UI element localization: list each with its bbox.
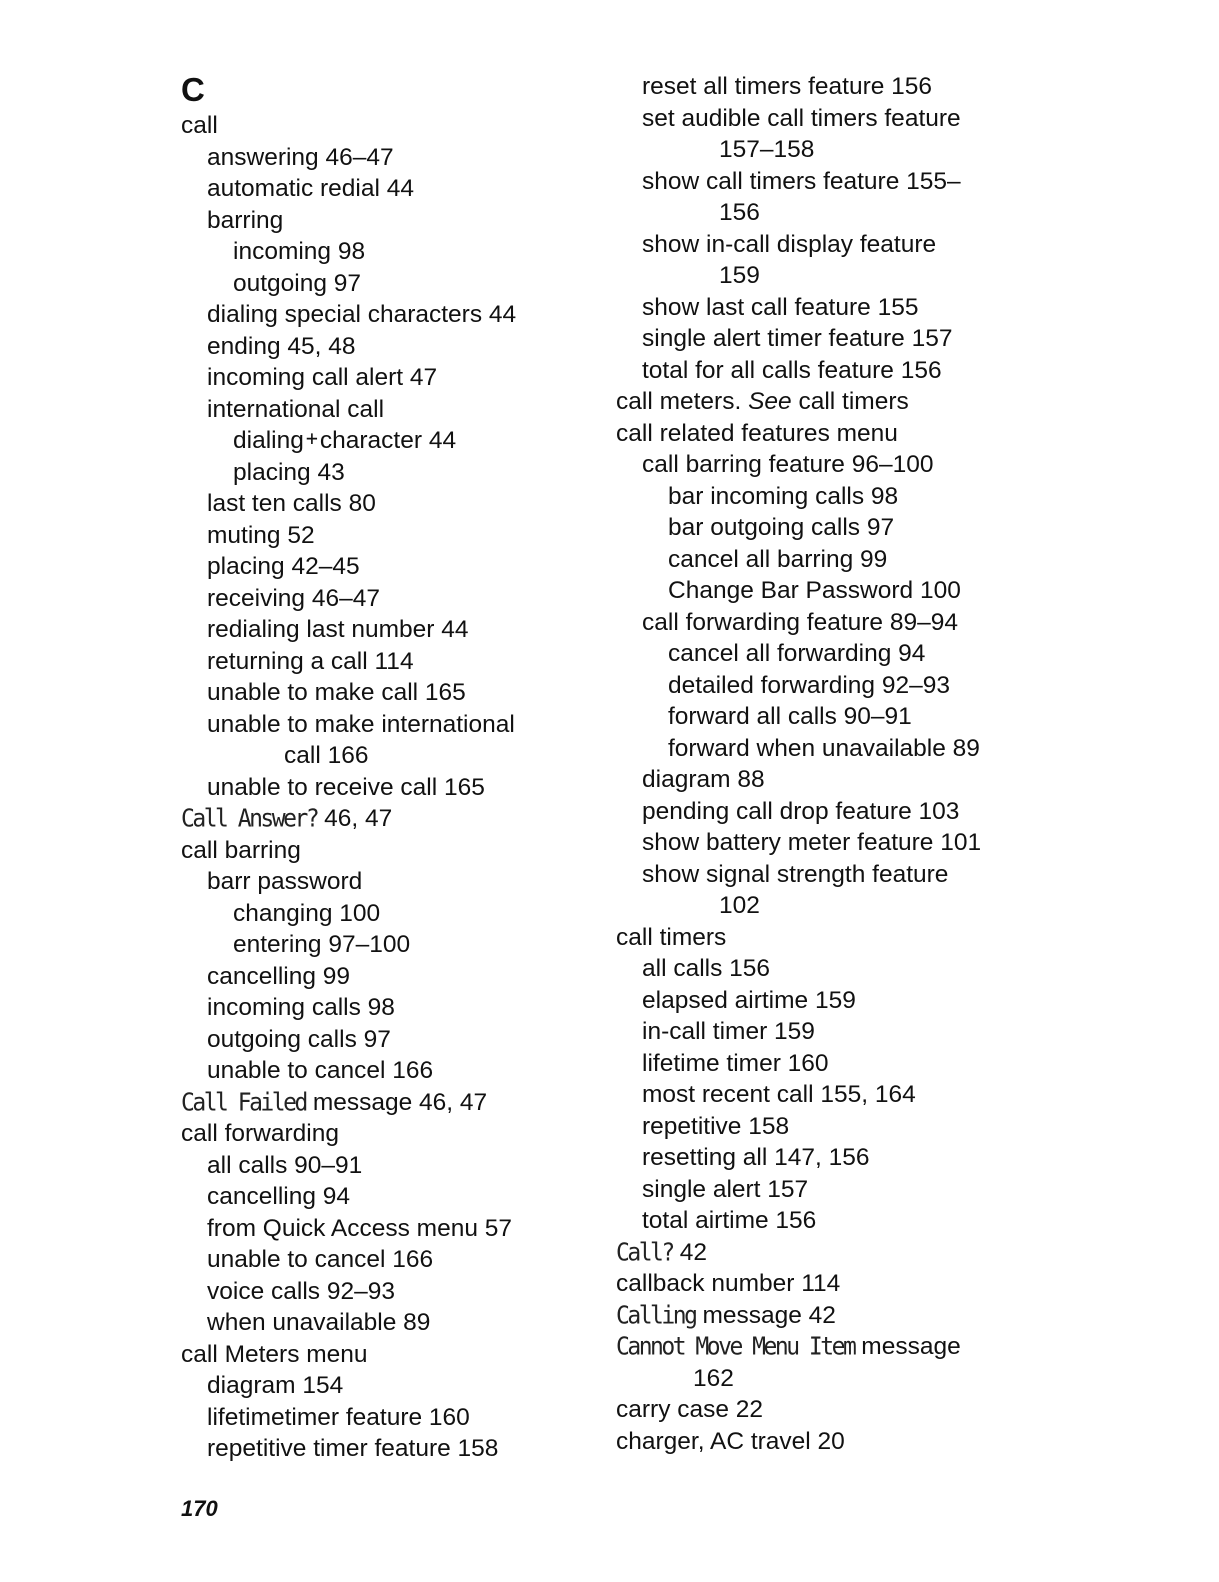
- display-message-text: Calling: [616, 1301, 696, 1330]
- index-entry: [616, 1300, 1036, 1332]
- section-letter: C: [181, 71, 205, 108]
- index-subentry: redialing last number 44: [207, 616, 469, 643]
- index-subentry: barr password: [207, 868, 363, 895]
- index-subentry: call forwarding feature 89–94: [642, 608, 958, 636]
- index-column-right: [616, 71, 1036, 1457]
- index-subentry: incoming calls 98: [207, 994, 395, 1021]
- entry-text: call meters.: [616, 388, 742, 415]
- index-continuation: 102: [719, 892, 760, 919]
- index-subsubentry: detailed forwarding 92–93: [668, 671, 950, 699]
- index-subsubentry: outgoing 97: [233, 269, 362, 297]
- index-subentry: call barring feature 96–100: [642, 451, 934, 478]
- index-subentry: outgoing calls 97: [207, 1025, 391, 1053]
- index-subentry: reset all timers feature 156: [642, 73, 933, 100]
- index-subentry: barring: [207, 206, 284, 234]
- index-subentry: single alert timer feature 157: [642, 325, 953, 352]
- entry-text: character 44: [319, 427, 457, 454]
- display-message-text: Cannot Move Menu Item: [616, 1332, 855, 1361]
- entry-text: message 42: [702, 1301, 836, 1329]
- index-entry: [616, 386, 1036, 418]
- index-subentry: lifetimetimer feature 160: [207, 1403, 470, 1431]
- index-entry: call related features menu: [616, 419, 898, 447]
- index-subsubentry: Change Bar Password 100: [668, 577, 961, 604]
- index-subentry: resetting all 147, 156: [642, 1144, 870, 1171]
- index-subentry: set audible call timers feature: [642, 104, 961, 132]
- index-subentry: unable to cancel 166: [207, 1246, 434, 1273]
- index-subentry: lifetime timer 160: [642, 1049, 829, 1077]
- entry-text: 42: [679, 1238, 708, 1266]
- index-subentry: diagram 154: [207, 1372, 344, 1399]
- index-subentry: unable to make international: [207, 710, 515, 738]
- index-entry: [616, 1331, 1036, 1363]
- index-continuation: 162: [693, 1364, 734, 1392]
- see-reference: See: [748, 388, 792, 415]
- index-subentry: automatic redial 44: [207, 175, 415, 202]
- index-subentry: show last call feature 155: [642, 293, 919, 321]
- index-continuation: call 166: [284, 742, 369, 769]
- display-message-text: Call Failed: [181, 1088, 306, 1117]
- index-entry: [181, 1087, 581, 1119]
- index-subentry: in-call timer 159: [642, 1018, 815, 1045]
- index-subentry: from Quick Access menu 57: [207, 1214, 513, 1242]
- index-subentry: dialing special characters 44: [207, 301, 517, 328]
- index-subentry: receiving 46–47: [207, 584, 380, 612]
- index-subentry: muting 52: [207, 521, 315, 549]
- index-subentry: voice calls 92–93: [207, 1277, 395, 1305]
- index-subentry: single alert 157: [642, 1175, 809, 1203]
- index-subentry: last ten calls 80: [207, 490, 376, 517]
- entry-text: message 46, 47: [312, 1088, 488, 1116]
- entry-text: call timers: [798, 388, 909, 415]
- index-subentry: placing 42–45: [207, 553, 360, 580]
- index-subsubentry: bar incoming calls 98: [668, 482, 899, 510]
- plus-character-icon: +: [305, 426, 318, 450]
- index-subentry: international call: [207, 395, 385, 423]
- index-subentry: all calls 156: [642, 955, 771, 982]
- index-subsubentry: changing 100: [233, 899, 381, 927]
- index-subentry: repetitive timer feature 158: [207, 1435, 499, 1462]
- entry-text: dialing: [233, 427, 304, 454]
- index-column-left: [181, 70, 581, 1465]
- index-entry: call forwarding: [181, 1120, 339, 1147]
- index-subentry: answering 46–47: [207, 143, 394, 171]
- index-subentry: incoming call alert 47: [207, 364, 438, 391]
- index-continuation: 159: [719, 262, 760, 289]
- index-entry: [616, 1237, 1036, 1269]
- index-subsubentry: entering 97–100: [233, 931, 411, 958]
- index-subsubentry: cancel all forwarding 94: [668, 640, 926, 667]
- index-subentry: show call timers feature 155–: [642, 167, 961, 195]
- index-subentry: total airtime 156: [642, 1207, 817, 1234]
- index-subsubentry: bar outgoing calls 97: [668, 514, 895, 541]
- index-entry: call barring: [181, 836, 301, 864]
- index-subentry: total for all calls feature 156: [642, 356, 942, 384]
- index-continuation: 156: [719, 199, 760, 226]
- index-subentry: unable to make call 165: [207, 679, 466, 706]
- display-message-text: Call?: [616, 1238, 673, 1267]
- index-subsubentry: cancel all barring 99: [668, 545, 888, 573]
- index-subentry: unable to receive call 165: [207, 773, 485, 801]
- index-subentry: pending call drop feature 103: [642, 797, 960, 825]
- index-entry: carry case 22: [616, 1396, 764, 1423]
- index-entry: call: [181, 112, 218, 139]
- index-subentry: all calls 90–91: [207, 1151, 363, 1179]
- index-subentry: diagram 88: [642, 766, 765, 793]
- index-subentry: elapsed airtime 159: [642, 986, 856, 1014]
- index-subentry: cancelling 99: [207, 962, 351, 990]
- index-subentry: returning a call 114: [207, 647, 414, 675]
- index-subentry: when unavailable 89: [207, 1309, 431, 1336]
- index-entry: [181, 803, 581, 835]
- index-subentry: most recent call 155, 164: [642, 1081, 916, 1108]
- index-entry: callback number 114: [616, 1270, 841, 1297]
- index-subentry: unable to cancel 166: [207, 1057, 434, 1084]
- index-subsubentry: forward when unavailable 89: [668, 734, 980, 762]
- index-subsubentry: placing 43: [233, 458, 345, 486]
- index-entry: charger, AC travel 20: [616, 1427, 845, 1455]
- display-message-text: Call Answer?: [181, 804, 318, 833]
- index-subentry: show battery meter feature 101: [642, 829, 982, 856]
- index-subentry: show signal strength feature: [642, 860, 949, 888]
- index-entry: call timers: [616, 923, 727, 951]
- index-subsubentry: [181, 425, 581, 457]
- index-subentry: cancelling 94: [207, 1183, 351, 1210]
- page-number: 170: [181, 1496, 218, 1521]
- index-continuation: 157–158: [719, 136, 815, 163]
- index-subsubentry: forward all calls 90–91: [668, 703, 912, 730]
- index-subentry: show in-call display feature: [642, 230, 937, 258]
- index-subsubentry: incoming 98: [233, 238, 366, 265]
- index-subentry: ending 45, 48: [207, 332, 356, 360]
- entry-text: message: [861, 1333, 961, 1360]
- entry-text: 46, 47: [324, 805, 393, 832]
- index-subentry: repetitive 158: [642, 1112, 790, 1140]
- index-entry: call Meters menu: [181, 1340, 368, 1368]
